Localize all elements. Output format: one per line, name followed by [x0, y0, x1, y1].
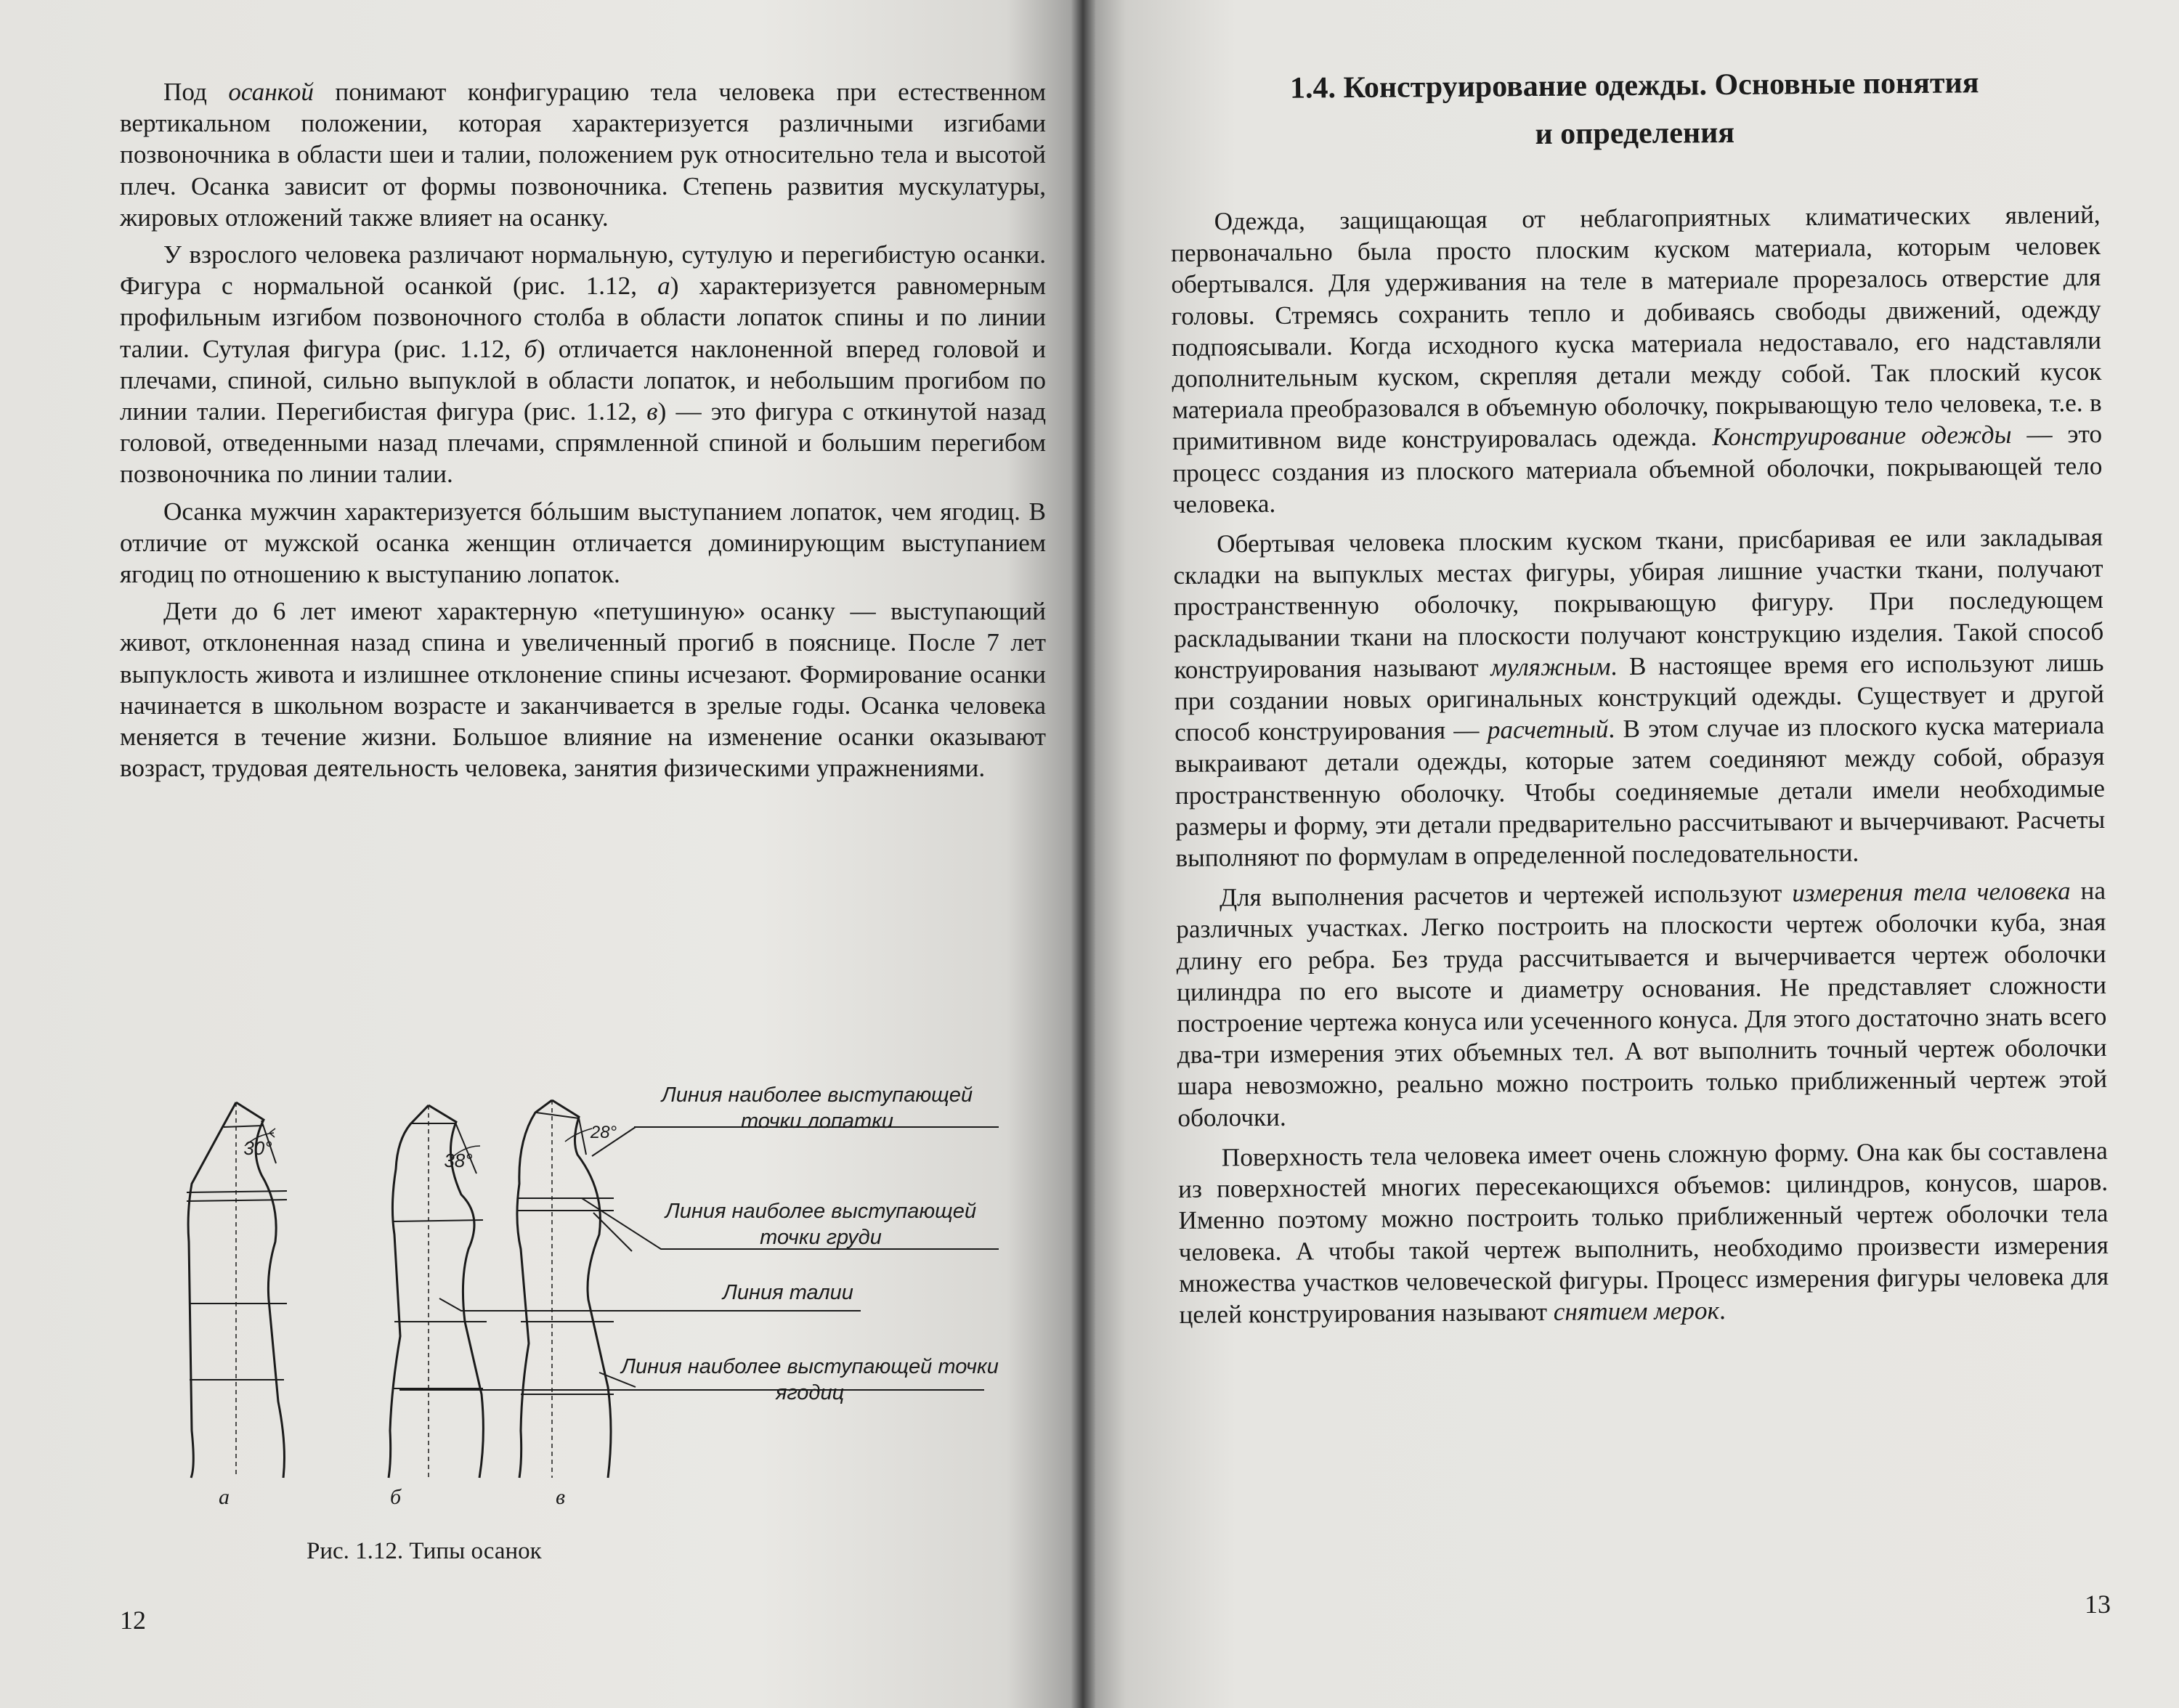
- paragraph: Поверхность тела человека имеет очень сложную форму. Она как бы составлена из поверхностей многих пересекающихся объемов: цилиндров, конусов, шаров. Именно поэтому можно построить только приближенный чертеж оболочки тела человека. А чтобы такой чертеж выполнить, необходимо произвести измерения множества участков человеческой фигуры. Процесс измерения фигуры человека для целей конструирования называют снятием мерок.: [1178, 1136, 2109, 1329]
- leader-lines: [399, 1127, 999, 1390]
- label-chest-line: Линия наиболее выступающей точки груди: [665, 1200, 977, 1249]
- label-waist-line: Линия талии: [723, 1281, 853, 1304]
- silhouette-v: [517, 1100, 614, 1478]
- page-number-right: 13: [2085, 1590, 2111, 1619]
- paragraph: Дети до 6 лет имеют характерную «петушиную» осанку — выступающий живот, отклоненная назад спина и увеличенный прогиб в пояснице. После 7 лет выпуклость живота и излишнее отклонение спины исчезают. Формирование осанки начинается в школьном возрасте и заканчивается в зрелые годы. Осанка человека меняется в течение жизни. Большое влияние на изменение осанки оказывают возраст, трудовая деятельность человека, занятия физическими упражнениями.: [120, 597, 1046, 783]
- posture-figure: [120, 1082, 1035, 1590]
- figure-letter-b: б: [390, 1485, 402, 1509]
- angle-b: 38°: [444, 1150, 473, 1171]
- page-number-left: 12: [120, 1606, 146, 1635]
- paragraph: У взрослого человека различают нормальную, сутулую и перегибистую осанки. Фигура с нормальной осанкой (рис. 1.12, а) характеризуется равномерным профильным изгибом позвоночного столба в области лопаток спины и по линии талии. Сутулая фигура (рис. 1.12, б) отличается наклоненной вперед головой и плечами, спиной, сильно выпуклой в области лопаток, и небольшим прогибом по линии талии. Перегибистая фигура (рис. 1.12, в) — это фигура с откинутой назад головой, отведенными назад плечами, спрямленной спиной и большим перегибом позвоночника по линии талии.: [120, 240, 1046, 489]
- right-page: [1082, 0, 2179, 1708]
- angle-a: 30°: [243, 1137, 272, 1159]
- figure-letter-v: в: [556, 1485, 566, 1509]
- paragraph: Под осанкой понимают конфигурацию тела человека при естественном вертикальном положении, которая характеризуется различными изгибами позвоночника в области шеи и талии, положением рук относительно тела и высотой плеч. Осанка зависит от формы позвоночника. Степень развития мускулатуры, жировых отложений также влияет на осанку.: [120, 78, 1046, 232]
- label-buttocks-line: Линия наиболее выступающей точки ягодиц: [621, 1355, 999, 1404]
- section-heading: 1.4. Конструирование одежды. Основные понятия и определения: [1289, 66, 1979, 152]
- right-page-text: [1169, 58, 2109, 1330]
- paragraph: Обертывая человека плоским куском ткани, присбаривая ее или закладывая складки на выпуклых местах фигуры, убирая лишние участки ткани, получают пространственную оболочку, покрывающую фигуру. При последующем раскладывании ткани на плоскости получают конструкцию изделия. Такой способ конструирования называют муляжным. В настоящее время его используют лишь при создании новых оригинальных конструкций одежды. Существует и другой способ конструирования — расчетный. В этом случае из плоского куска материала выкраивают детали одежды, которые затем соединяют между собой, образуя пространственную оболочку. Чтобы соединяемые детали имели необходимые размеры и форму, эти детали предварительно рассчитывают и вычерчивают. Расчеты выполняют по формулам в определенной последовательности.: [1173, 522, 2106, 873]
- posture-silhouettes-diagram: [120, 1082, 1035, 1489]
- left-page: [0, 0, 1082, 1708]
- paragraph: Одежда, защищающая от неблагоприятных климатических явлений, первоначально была просто плоским куском материала, которым человек обертывался. Для удерживания на теле в материале прорезалось отверстие для головы. Стремясь сохранить тепло и добиваясь свободы движений, одежду подпоясывали. Когда исходного куска материала недоставало, его надставляли дополнительным куском, скрепляя детали между собой. Так плоский кусок материала преобразовался в объемную оболочку, покрывающую тело человека, т.е. в примитивном виде конструировалась одежда. Конструирование одежды — это процесс создания из плоского материала объемной оболочки, покрывающей тело человека.: [1170, 200, 2103, 518]
- figure-letter-a: а: [219, 1485, 230, 1509]
- book-gutter: [1071, 0, 1095, 1708]
- paragraph: Для выполнения расчетов и чертежей используют измерения тела человека на различных участках. Легко построить на плоскости чертеж оболочки куба, зная длину его ребра. Без труда рассчитывается и вычерчивается чертеж оболочки цилиндра по его высоте и диаметру основания. Не представляет сложности построение чертежа конуса или усеченного конуса. Для этого достаточно знать всего два-три измерения этих объемных тел. А вот выполнить точный чертеж оболочки шара невозможно, реально можно построить только приближенный чертеж этой оболочки.: [1176, 877, 2108, 1132]
- left-page-text: [120, 76, 1046, 784]
- paragraph: Осанка мужчин характеризуется бóльшим выступанием лопаток, чем ягодиц. В отличие от мужской осанка женщин отличается доминирующим выступанием ягодиц по отношению к выступанию лопаток.: [120, 497, 1046, 589]
- label-shoulder-blade-line: Линия наиболее выступающей точки лопатки: [661, 1083, 973, 1133]
- figure-caption: Рис. 1.12. Типы осанок: [307, 1538, 542, 1564]
- angle-v: 28°: [590, 1123, 617, 1142]
